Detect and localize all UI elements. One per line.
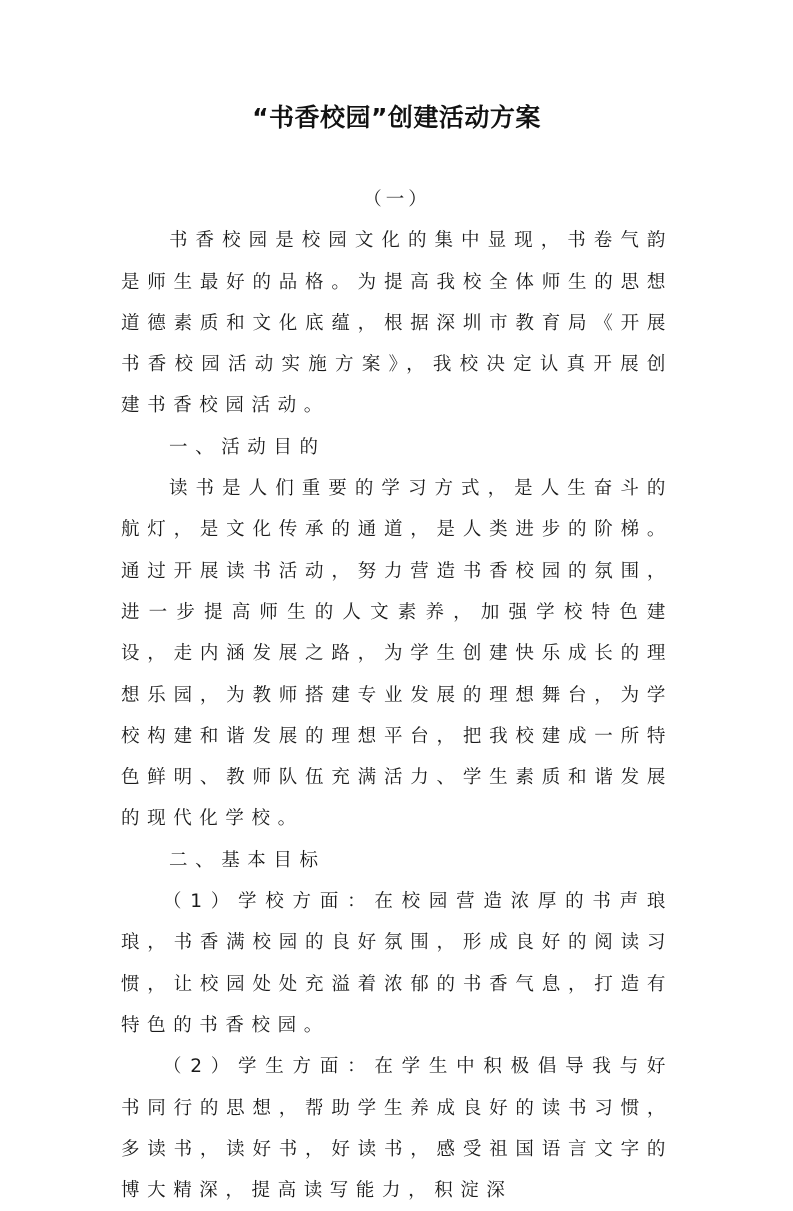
intro-paragraph: 书香校园是校园文化的集中显现，书卷气韵是师生最好的品格。为提高我校全体师生的思想道德素质和文化底蕴，根据深圳市教育局《开展书香校园活动实施方案》，我校决定认真开展创建书香校园活动。 [121, 230, 673, 417]
goal-student-paragraph: （2）学生方面：在学生中积极倡导我与好书同行的思想，帮助学生养成良好的读书习惯，多读书，读好书，好读书，感受祖国语言文字的博大精深，提高读写能力，积淀深 [121, 1056, 673, 1202]
document-title: “书香校园”创建活动方案 [252, 103, 541, 132]
purpose-paragraph: 读书是人们重要的学习方式，是人生奋斗的航灯，是文化传承的通道，是人类进步的阶梯。通过开展读书活动，努力营造书香校园的氛围，进一步提高师生的人文素养，加强学校特色建设，走内涵发展之路，为学生创建快乐成长的理想乐园，为教师搭建专业发展的理想舞台，为学校构建和谐发展的理想平台，把我校建成一所特色鲜明、教师队伍充满活力、学生素质和谐发展的现代化学校。 [121, 478, 673, 830]
document-body [121, 179, 673, 1211]
heading-activity-purpose: 一、活动目的 [169, 436, 326, 458]
heading-basic-goals: 二、基本目标 [169, 849, 326, 871]
section-marker: （一） [363, 189, 431, 210]
goal-school-paragraph: （1）学校方面：在校园营造浓厚的书声琅琅，书香满校园的良好氛围，形成良好的阅读习惯，让校园处处充溢着浓郁的书香气息，打造有特色的书香校园。 [121, 891, 673, 1036]
